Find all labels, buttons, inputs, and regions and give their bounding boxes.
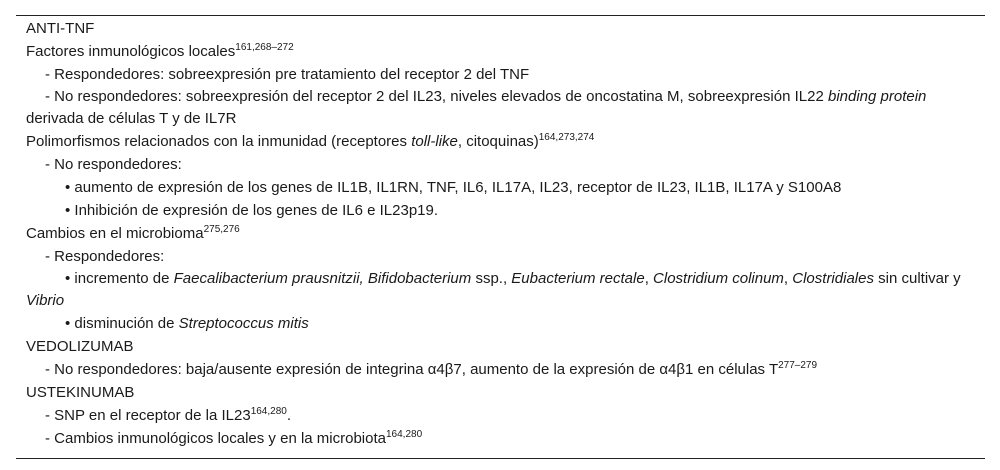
row-nonresponders-il23 [16, 86, 985, 130]
reference: 164,273,274 [538, 132, 595, 143]
bullet-bacteria-increase [16, 268, 985, 312]
bullet-text: , [644, 270, 654, 287]
reference: 275,276 [203, 224, 240, 235]
reference: 164,280 [250, 406, 287, 417]
row-nonresponders-label [16, 153, 985, 176]
row-italic: binding protein [827, 88, 927, 105]
species-name: Vibrio [26, 292, 65, 309]
row-italic: toll-like [411, 133, 458, 150]
bullet-text: ssp., [471, 270, 512, 287]
row-text: - No respondedores: [45, 156, 182, 173]
bullet-text: • disminución de [65, 315, 179, 332]
section-heading-anti-tnf [16, 17, 985, 40]
row-immune-polymorphisms [16, 130, 985, 153]
reference: 277–279 [778, 360, 818, 371]
bullet-text: • aumento de expresión de los genes de IL1B, IL1RN, TNF, IL6, IL17A, IL23, receptor de IL23, IL1B, IL17A y S100A8 [65, 179, 842, 196]
row-microbiome-changes [16, 222, 985, 245]
row-text: - Respondedores: sobreexpresión pre tratamiento del receptor 2 del TNF [45, 66, 530, 83]
bullet-gene-expression-increase [16, 176, 985, 199]
row-text: - SNP en el receptor de la IL23 [45, 407, 251, 424]
row-text: derivada de células T y de IL7R [26, 110, 237, 127]
row-local-changes-microbiota [16, 427, 985, 450]
row-responders-tnf [16, 63, 985, 86]
predictors-table [16, 15, 985, 459]
row-text: Polimorfismos relacionados con la inmunidad (receptores [26, 133, 412, 150]
bullet-text: • incremento de [65, 270, 174, 287]
row-snp-il23 [16, 404, 985, 427]
row-vedolizumab-nonresponders [16, 358, 985, 381]
row-responders-label [16, 245, 985, 268]
section-heading-vedolizumab [16, 335, 985, 358]
row-text: - Cambios inmunológicos locales y en la microbiota [45, 430, 386, 447]
reference: 164,280 [386, 429, 423, 440]
species-name: Streptococcus mitis [178, 315, 309, 332]
row-text: - No respondedores: sobreexpresión del receptor 2 del IL23, niveles elevados de oncostatina M, sobreexpresión IL22 [45, 88, 828, 105]
species-name: Clostridiales [792, 270, 874, 287]
species-name: Eubacterium rectale [511, 270, 645, 287]
row-local-immune-factors [16, 40, 985, 63]
species-name: Faecalibacterium prausnitzii, Bifidobacterium [173, 270, 472, 287]
heading-text: USTEKINUMAB [26, 384, 135, 401]
heading-text: ANTI-TNF [26, 20, 95, 37]
bullet-text: sin cultivar y [873, 270, 961, 287]
row-text: . [286, 407, 292, 424]
row-label: Cambios en el microbioma [26, 225, 204, 242]
row-text: , citoquinas) [457, 133, 539, 150]
bullet-text: , [783, 270, 793, 287]
reference: 161,268–272 [235, 42, 294, 53]
species-name: Clostridium colinum [653, 270, 784, 287]
section-heading-ustekinumab [16, 381, 985, 404]
heading-text: VEDOLIZUMAB [26, 338, 134, 355]
row-text: - Respondedores: [45, 248, 165, 265]
row-label: Factores inmunológicos locales [26, 43, 236, 60]
row-text: - No respondedores: baja/ausente expresión de integrina α4β7, aumento de la expresión de α4β1 en células T [45, 361, 779, 378]
bullet-text: • Inhibición de expresión de los genes de IL6 e IL23p19. [65, 202, 439, 219]
bullet-gene-expression-inhibition [16, 199, 985, 222]
bullet-bacteria-decrease [16, 312, 985, 335]
